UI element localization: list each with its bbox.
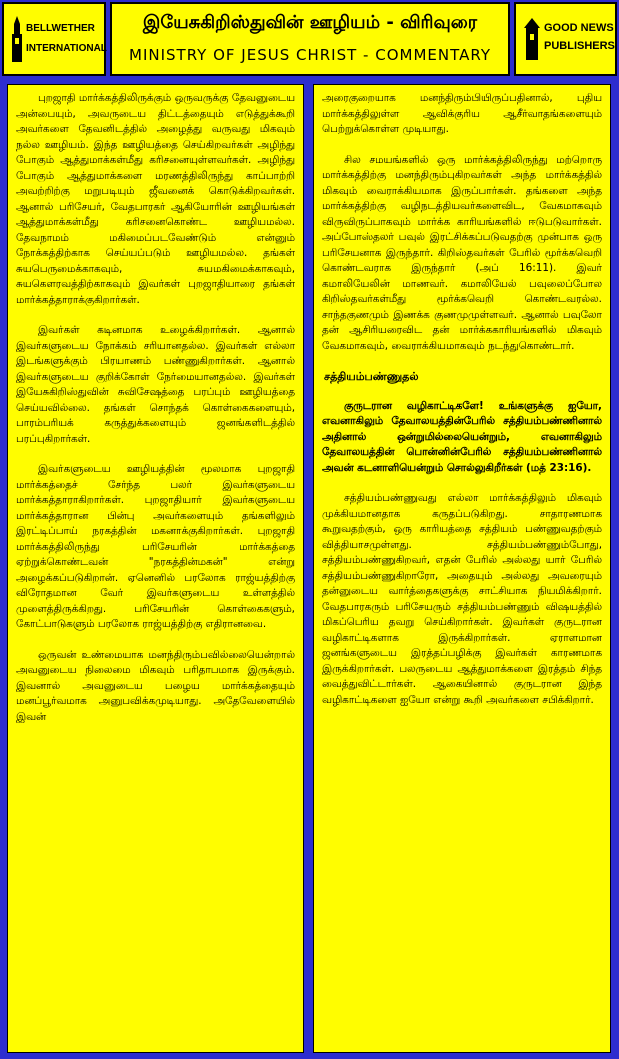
title-box (110, 2, 510, 76)
paragraph: இவர்கள் கடினமாக உழைக்கிறார்கள். ஆனால் இவர்களுடைய நோக்கம் சரியானதல்ல. இவர்கள் எல்லா இடங்களுக்கும் பிரயாணம் பண்ணுகிறார்கள். ஆனால் இவர்களுடைய குறிக்கோள் நேர்மையானதல்ல. இவர்கள் இயேசுகிறிஸ்துவின் சுவிசேஷத்தை பரப்பும் ஊழியத்தை செய்யவில்லை. தங்கள் சொந்தக் கொள்கைகளையும், பாரம்பரியக் கருத்துக்களையும் ஜனங்களிடத்தில் பரப்புகிறார்கள். (16, 324, 295, 445)
page-header (2, 2, 617, 76)
logo-line2: PUBLISHERS (544, 40, 615, 52)
building-icon (524, 18, 540, 60)
paragraph: புறஜாதி மார்க்கத்திலிருக்கும் ஒருவருக்கு தேவனுடைய அன்பையும், அவருடைய திட்டத்தையும் எடுத்துக்கூறி அவர்களை தேவனிடத்தில் அழைத்து வருவது மிகவும் நல்ல ஊழியம். இந்த ஊழியத்தை செய்கிறவர்கள் அழிந்து போகும் ஆத்துமாக்கள்மீது கரிசனையுள்ளவர்கள். அழிந்து போகும் ஆத்துமாக்களை மரணத்திலிருந்து காப்பாற்றி அவற்றிற்கு மறுபடியும் ஜீவனைக் கொடுக்கிறவர்கள். ஆனால் பரிசேயர், வேதபாரகர் ஆகியோரின் ஊழியங்கள் ஆத்துமாக்கள்மீது கரிசனைகொண்ட ஊழியமல்ல. தேவநாமம் மகிமைப்படவேண்டும் என்னும் நோக்கத்திற்காக செய்யப்படும் ஊழியமல்ல. தங்கள் சுயபெருமைக்காகவும், சுயமகிமைக்காகவும், சுயகௌரவத்திற்காகவும் இவர்கள் புறஜாதியாரை தங்கள் மார்க்கத்தாராக்குகிறார்கள். (16, 92, 295, 306)
bell-tower-icon (10, 16, 24, 62)
bellwether-logo (2, 2, 106, 76)
paragraph: ஒருவன் உண்மையாக மனந்திரும்பவில்லையென்றால் அவனுடைய நிலைமை மிகவும் பரிதாபமாக இருக்கும். இவனால் அவனுடைய பழைய மார்க்கத்தையும் மனப்பூர்வமாக அனுபவிக்கமுடியாது. அதேவேளையில் இவன் (16, 648, 295, 723)
logo-line1: GOOD NEWS (544, 22, 614, 34)
logo-line2: INTERNATIONAL (26, 43, 107, 54)
section-title: சத்தியம்பண்ணுதல் (324, 370, 419, 383)
left-column (7, 84, 304, 1053)
right-column (313, 84, 611, 1053)
paragraph: சத்தியம்பண்ணுவது எல்லா மார்க்கத்திலும் மிகவும் முக்கியமானதாக கருதப்படுகிறது. சாதாரணமாக கூறுவதற்கும், ஒரு காரியத்தை சத்தியம் பண்ணுவதற்கும் வித்தியாசமுள்ளது. சத்தியம்பண்ணும்போது, சத்தியம்பண்ணுகிறவர், எதன் பேரில் அல்லது யார் பேரில் சத்தியம்பண்ணுகிறாரோ, அதையும் அல்லது அவரையும் தன்னுடைய வார்த்தைகளுக்கு சாட்சியாக நியமிக்கிறார். வேதபாரகரும் பரிசேயரும் சத்தியம்பண்ணும் விஷயத்தில் மிகப்பெரிய தவறு செய்கிறார்கள். இவர்கள் குருடரான வழிகாட்டிகளாக இருக்கிறார்கள். ஏராளமான ஜனங்களுடைய இரத்தப்பழிக்கு இவர்கள் காரணமாக இருக்கிறார்கள். பலருடைய ஆத்துமாக்களை இரத்தம் சிந்த வைத்துவிட்டார்கள். ஆகையினால் குருடரான இந்த வழிகாட்டிகளை ஐயோ என்று கூறி அவர்களை சபிக்கிறார். (322, 492, 602, 706)
logo-line1: BELLWETHER (26, 23, 95, 34)
page-title-tamil: இயேசுகிறிஸ்துவின் ஊழியம் - விரிவுரை (142, 12, 478, 33)
paragraph: சில சமயங்களில் ஒரு மார்க்கத்திலிருந்து மற்றொரு மார்க்கத்திற்கு மனந்திரும்புகிறவர்கள் அந்த மார்க்கத்தில் மிகவும் வைராக்கியமாக இருப்பார்கள். தங்களை அந்த மார்க்கத்திற்கு வழிநடத்தியவர்களைவிட, வேகமாகவும் விருவிருப்பாகவும் மார்க்க காரியங்களில் ஈடுபடுவார்கள். அப்போஸ்தலர் பவுல் இரட்சிக்கப்படுவதற்கு முன்பாக ஒரு பரிசேயனாக இருந்தார். கிறிஸ்தவர்கள் பேரில் மூர்க்கவெறி கொண்டவராக இருந்தார் (அப் 16:11). இவர் கமாலியேலின் மாணவர். கமாலியேல் பவுலைப்போல கிறிஸ்தவர்கள்மீது மூர்க்கவெறி கொண்டவரல்ல. சாந்தகுணமும் இணக்க குணமுமுள்ளவர். ஆனால் பவுலோ தன் ஆசிரியரைவிட தன் மார்க்ககாரியங்களில் மிகவும் வேகமாகவும், வைராக்கியமாகவும் நடந்துகொண்டார். (322, 153, 602, 352)
paragraph: இவர்களுடைய ஊழியத்தின் மூலமாக புறஜாதி மார்க்கத்தைச் சேர்ந்த பலர் இவர்களுடைய மார்க்கத்தாராகிறார்கள். புறஜாதியார் இவர்களுடைய மார்க்கத்தாரான பின்பு அவர்களையும் தங்களிலும் இரட்டிப்பாய் நரகத்தின் மகனாக்குகிறார்கள். புறஜாதி மார்க்கத்திலிருந்து பரிசேயரின் மார்க்கத்தை ஏற்றுக்கொண்டவன் "நரகத்தின்மகன்" என்று அழைக்கப்படுகிறான். ஏனெனில் பரலோக ராஜ்யத்திற்கு விரோதமான வேர் இவர்களுடைய உள்ளத்தில் முளைத்திருக்கிறது. பரிசேயரின் கொள்கைகளும், கோட்பாடுகளும் பரலோக ராஜ்யத்திற்கு எதிரானவை. (16, 463, 295, 630)
scripture-quote: குருடரான வழிகாட்டிகளே! உங்களுக்கு ஐயோ, எவனாகிலும் தேவாலயத்தின்பேரில் சத்தியம்பண்ணினால் அதினால் ஒன்றுமில்லையென்றும், எவனாகிலும் தேவாலயத்தின் பொன்னின்பேரில் சத்தியம்பண்ணினால் அவன் கடனாளியென்றும் சொல்லுகிறீர்கள் (மத் 23:16). (322, 399, 602, 474)
paragraph-continuation: அரைகுறையாக மனந்திரும்பியிருப்பதினால், புதிய மார்க்கத்திலுள்ள ஆவிக்குரிய ஆசீர்வாதங்களையும் பெற்றுக்கொள்ள முடியாது. (322, 92, 602, 135)
good-news-logo (514, 2, 617, 76)
page-title-english: MINISTRY OF JESUS CHRIST - COMMENTARY (129, 46, 491, 64)
